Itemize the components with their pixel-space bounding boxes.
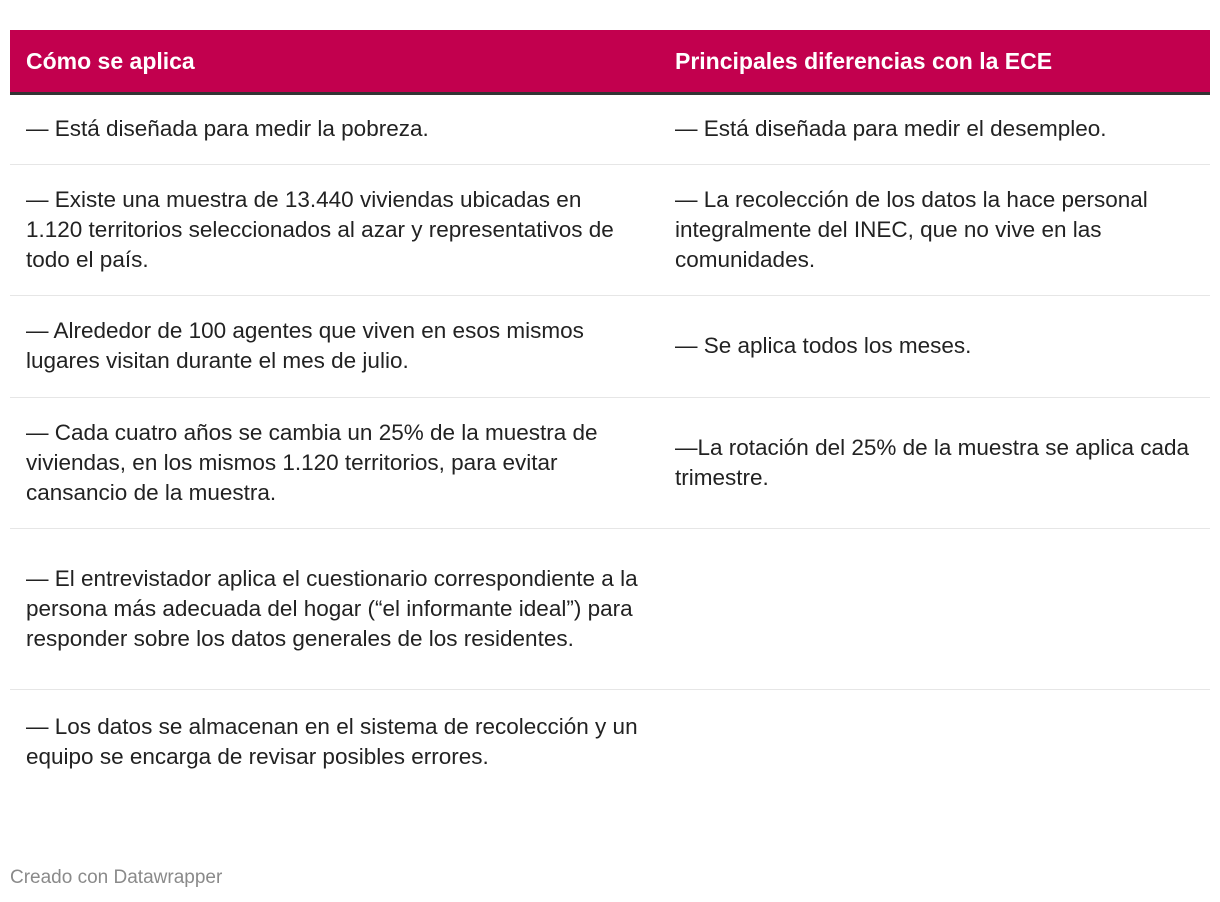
table-cell: — Se aplica todos los meses.: [659, 295, 1210, 397]
table-cell-empty: [659, 528, 1210, 689]
table-cell: — Cada cuatro años se cambia un 25% de la muestra de viviendas, en los mismos 1.120 territorios, para evitar cansancio de la muestra.: [10, 397, 659, 528]
table-cell: — La recolección de los datos la hace personal integralmente del INEC, que no vive en las comunidades.: [659, 164, 1210, 295]
table-cell-empty: [659, 689, 1210, 810]
column-header-como-se-aplica[interactable]: Cómo se aplica: [10, 30, 659, 93]
table-cell: — El entrevistador aplica el cuestionario correspondiente a la persona más adecuada del hogar (“el informante ideal”) para responder sobre los datos generales de los residentes.: [10, 528, 659, 689]
table-row: [10, 689, 1210, 810]
header-row: [10, 30, 1210, 93]
table-cell: —La rotación del 25% de la muestra se aplica cada trimestre.: [659, 397, 1210, 528]
data-table: [10, 30, 1210, 810]
table-cell: — Está diseñada para medir el desempleo.: [659, 93, 1210, 164]
table-row: [10, 528, 1210, 689]
table-row: [10, 93, 1210, 164]
column-header-principales-diferencias[interactable]: Principales diferencias con la ECE: [659, 30, 1210, 93]
table-cell: — Está diseñada para medir la pobreza.: [10, 93, 659, 164]
table-row: [10, 397, 1210, 528]
table-cell: — Los datos se almacenan en el sistema de recolección y un equipo se encarga de revisar posibles errores.: [26, 713, 638, 769]
datawrapper-credit: Creado con Datawrapper: [10, 867, 223, 888]
table-cell: — Existe una muestra de 13.440 viviendas ubicadas en 1.120 territorios seleccionados al azar y representativos de todo el país.: [10, 164, 659, 295]
table-cell: — Alrededor de 100 agentes que viven en esos mismos lugares visitan durante el mes de julio.: [10, 295, 659, 397]
table-row: [10, 295, 1210, 397]
table-row: [10, 164, 1210, 295]
